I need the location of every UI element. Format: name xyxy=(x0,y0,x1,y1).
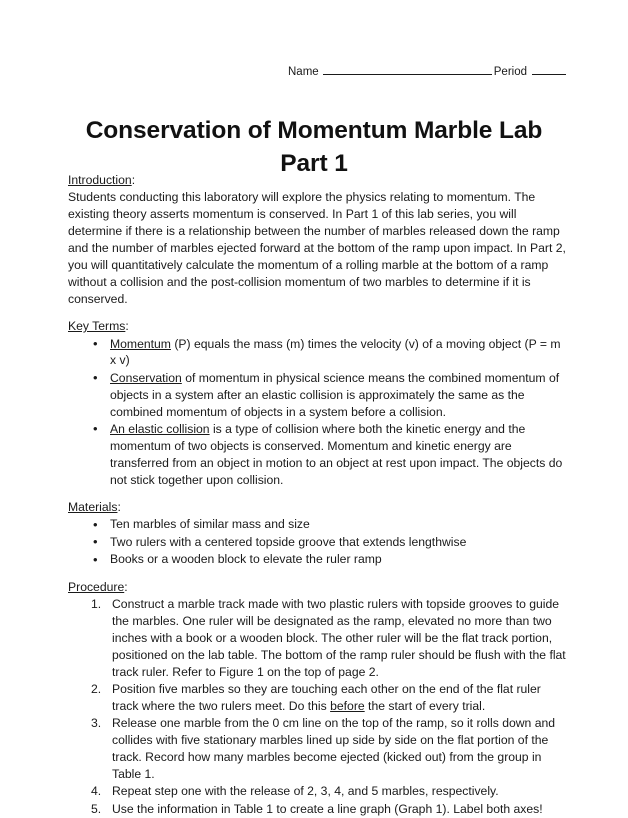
section-key-terms xyxy=(68,318,566,488)
procedure-heading-text: Procedure xyxy=(68,579,125,594)
student-info-header xyxy=(288,63,566,78)
materials-heading-text: Materials xyxy=(68,500,118,515)
key-term-name: An elastic collision xyxy=(110,421,210,436)
list-item: • Ten marbles of similar mass and size xyxy=(68,516,566,533)
step-text-post: the start of every trial. xyxy=(364,698,486,713)
procedure-heading-colon: : xyxy=(124,579,128,594)
step-text-pre: Use the information in Table 1 to create a line graph (Graph 1). Label both axes! xyxy=(112,801,543,816)
key-terms-heading-colon: : xyxy=(125,319,129,334)
key-terms-heading-text: Key Terms xyxy=(68,319,126,334)
list-item xyxy=(68,370,566,421)
list-item xyxy=(68,681,566,715)
introduction-heading xyxy=(68,172,566,189)
key-term-definition: (P) equals the mass (m) times the velocity (v) of a moving object (P = m x v) xyxy=(110,336,561,368)
key-term-definition: of momentum in physical science means the combined momentum of objects in a system after an elastic collision is approximately the same as the combined momentum of objects in a system before a collision. xyxy=(110,370,560,419)
procedure-heading xyxy=(68,579,566,596)
step-text-pre: Position five marbles so they are touching each other on the end of the flat ruler track where the two rulers meet. Do this xyxy=(112,681,541,713)
key-term-name: Momentum xyxy=(110,336,171,351)
page-title-line-1: Conservation of Momentum Marble Lab xyxy=(85,117,543,145)
step-text-emphasis: before xyxy=(330,698,365,713)
list-item xyxy=(68,596,566,680)
step-text-pre: Construct a marble track made with two plastic rulers with topside grooves to guide the marbles. One ruler will be designated as the ramp, elevated no more than two inches with a book or a wooden block. The other ruler will be the flat track portion, positioned on the lab table. The bottom of the ramp ruler should be flush with the flat track ruler. Refer to Figure 1 on the top of page 2. xyxy=(112,596,566,679)
list-item xyxy=(68,336,566,370)
step-text-pre: Repeat step one with the release of 2, 3, 4, and 5 marbles, respectively. xyxy=(112,784,499,799)
key-terms-list xyxy=(68,336,566,489)
section-materials xyxy=(68,499,566,568)
list-item xyxy=(68,801,566,818)
section-introduction xyxy=(68,172,566,308)
materials-list xyxy=(68,516,566,568)
key-term-definition: is a type of collision where both the kinetic energy and the momentum of two objects is conserved. Momentum and kinetic energy are transferred from an object in motion to an object at rest upon impact. The objects do not stick together upon collision. xyxy=(110,421,563,487)
procedure-list xyxy=(68,596,566,818)
list-item xyxy=(68,421,566,489)
materials-heading-colon: : xyxy=(117,500,121,515)
period-label: Period xyxy=(493,66,527,78)
period-blank-line[interactable] xyxy=(532,63,566,75)
page-title xyxy=(62,115,566,180)
introduction-heading-text: Introduction xyxy=(68,173,132,187)
materials-heading xyxy=(68,499,566,516)
list-item xyxy=(68,783,566,800)
introduction-heading-colon: : xyxy=(131,173,136,187)
list-item: • Two rulers with a centered topside groove that extends lengthwise xyxy=(68,534,566,551)
introduction-paragraph: Students conducting this laboratory will explore the physics relating to momentum. The existing theory asserts momentum is conserved. In Part 1 of this lab series, you will determine if there is a relationship between the number of marbles released down the ramp and the number of marbles ejected forward at the bottom of the ramp upon impact. In Part 2, you will quantitatively calculate the momentum of a rolling marble at the bottom of a ramp without a collision and the post-collision momentum of two marbles to determine if it is conserved. xyxy=(68,190,566,306)
step-text-pre: Release one marble from the 0 cm line on the top of the ramp, so it rolls down and collides with five stationary marbles lined up side by side on the flat portion of the track. Record how many marbles become ejected (kicked out) from the group in Table 1. xyxy=(112,716,556,781)
page-title-line-2: Part 1 xyxy=(280,149,348,177)
document-body xyxy=(68,172,566,818)
name-blank-line[interactable] xyxy=(323,63,492,75)
key-term-name: Conservation xyxy=(110,370,182,385)
list-item: • Books or a wooden block to elevate the ruler ramp xyxy=(68,551,566,568)
section-procedure xyxy=(68,579,566,818)
list-item xyxy=(68,715,566,783)
name-label: Name xyxy=(288,66,319,78)
key-terms-heading xyxy=(68,318,566,335)
